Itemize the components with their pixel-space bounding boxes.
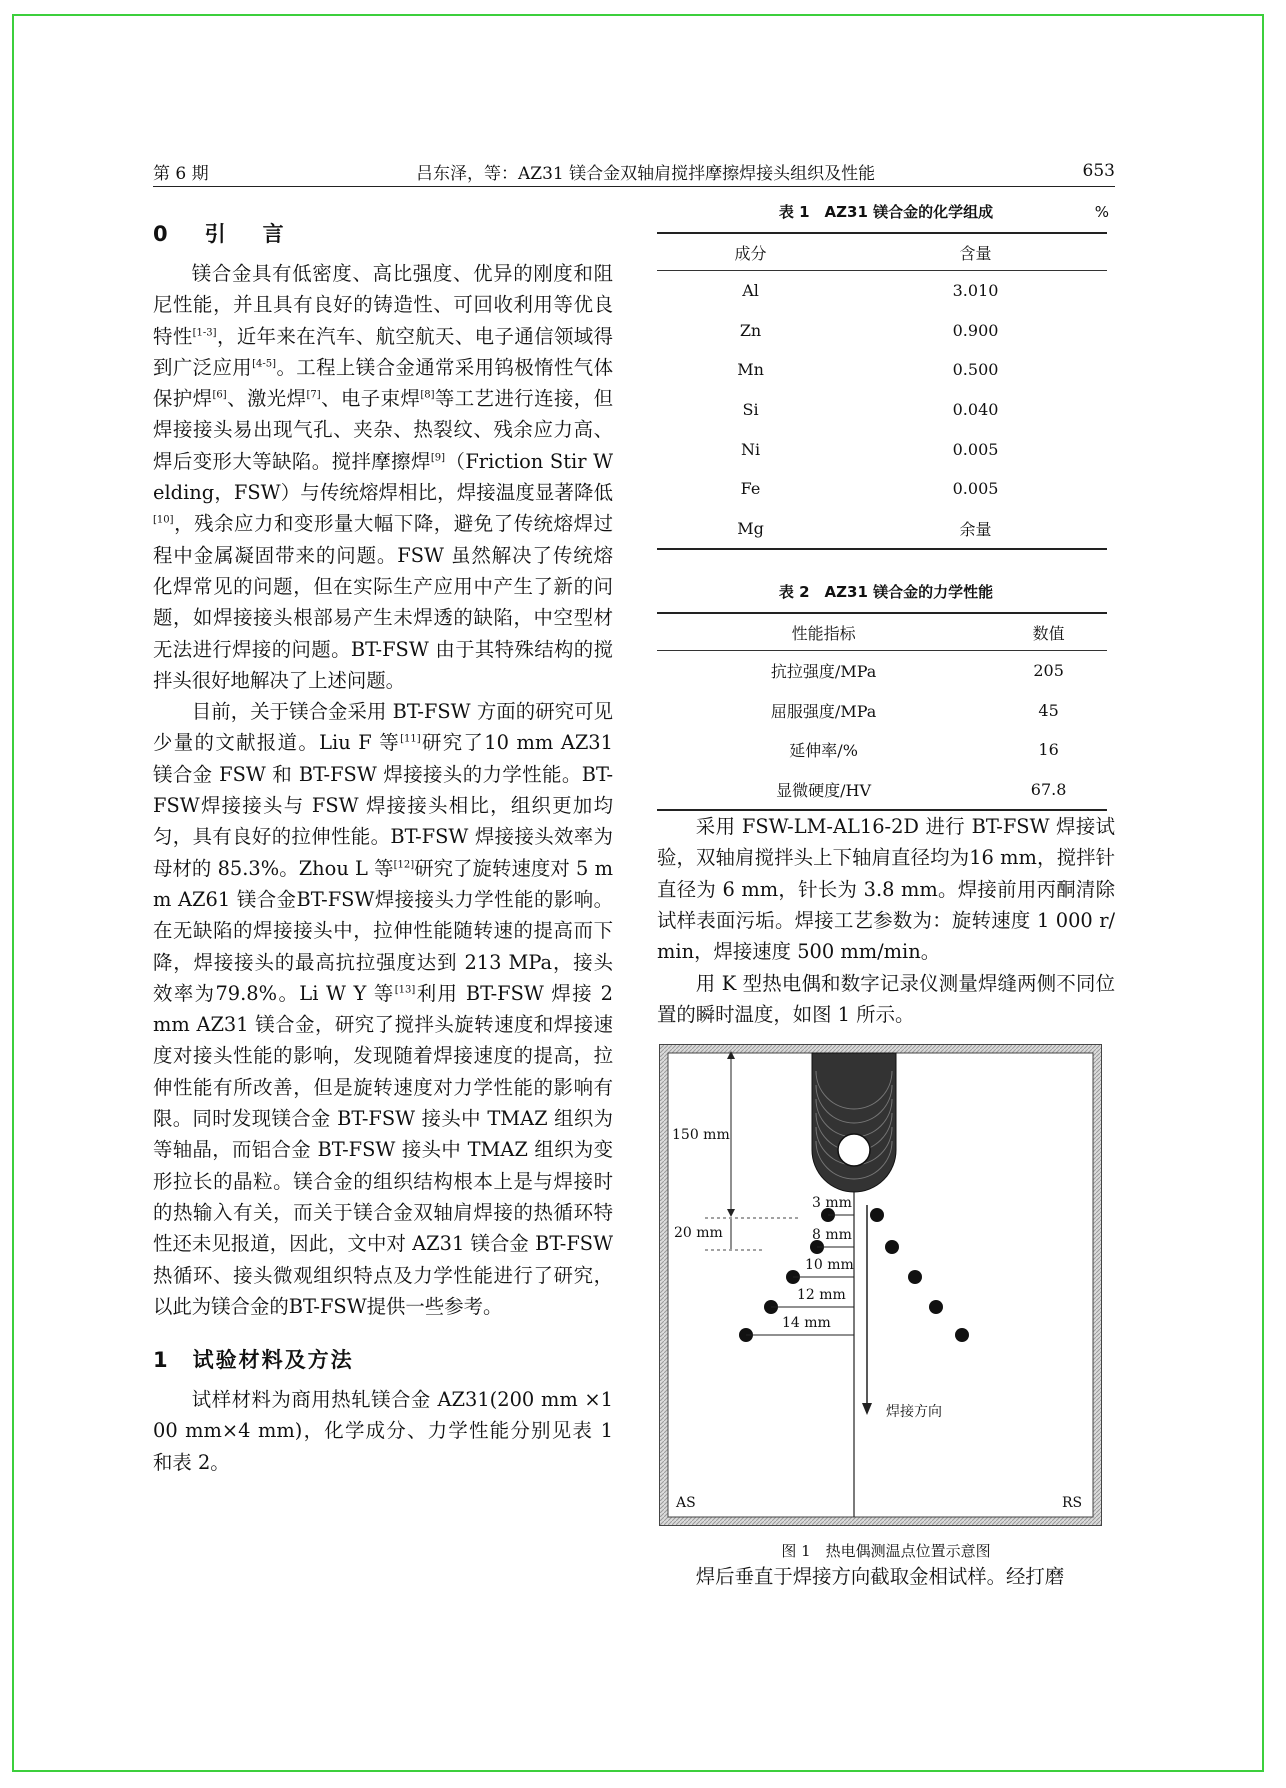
thermocouple-point xyxy=(908,1270,922,1284)
label-as: AS xyxy=(676,1495,696,1512)
section-1-heading: 1 试验材料及方法 xyxy=(153,1348,354,1373)
figure-1-caption: 图 1 热电偶测温点位置示意图 xyxy=(781,1542,991,1561)
table-1-unit: % xyxy=(1094,203,1109,221)
table-row: Ni 0.005 xyxy=(740,439,999,459)
table-header: 成分 xyxy=(657,233,844,271)
table-row: Mg 余量 xyxy=(737,518,992,539)
thermocouple-point xyxy=(885,1240,899,1254)
page-number: 653 xyxy=(1082,161,1115,181)
label-distance: 8 mm xyxy=(812,1227,852,1244)
running-header xyxy=(153,156,1115,187)
label-distance: 3 mm xyxy=(812,1195,852,1212)
intro-paragraph-1: 镁合金具有低密度、高比强度、优异的刚度和阻尼性能，并且具有良好的铸造性、可回收利用等优良特性[1-3]，近年来在汽车、航空航天、电子通信领域得到广泛应用[4-5]。工程上镁合金通常采用钨极惰性气体保护焊[6]、激光焊[7]、电子束焊[8]等工艺进行连接，但焊接接头易出现气孔、夹杂、热裂纹、残余应力高、焊后变形大等缺陷。搅拌摩擦焊[9]（Friction Stir Welding，FSW）与传统熔焊相比，焊接温度显著降低[10]，残余应力和变形量大幅下降，避免了传统熔焊过程中金属凝固带来的问题。FSW 虽然解决了传统熔化焊常见的问题，但在实际生产应用中产生了新的问题，如焊接接头根部易产生未焊透的缺陷，中空型材无法进行焊接的问题。BT-FSW 由于其特殊结构的搅拌头很好地解决了上述问题。 xyxy=(153,262,614,692)
thermocouple-diagram xyxy=(660,1045,1101,1525)
table-1 xyxy=(657,232,1107,550)
table-row: Si 0.040 xyxy=(742,400,999,420)
thermocouple-point xyxy=(929,1300,943,1314)
label-rs: RS xyxy=(1062,1495,1083,1512)
label-150mm: 150 mm xyxy=(672,1127,730,1144)
label-distance: 10 mm xyxy=(805,1257,854,1274)
left-column xyxy=(153,218,613,1478)
table-row: Al 3.010 xyxy=(742,281,999,301)
label-distance: 12 mm xyxy=(797,1287,846,1304)
label-distance: 14 mm xyxy=(782,1315,831,1332)
table-row: Fe 0.005 xyxy=(740,479,999,499)
table-header-row xyxy=(657,233,1107,271)
table-row: 屈服强度/MPa 45 xyxy=(770,700,1059,721)
right-paragraph-1: 采用 FSW-LM-AL16-2D 进行 BT-FSW 焊接试验，双轴肩搅拌头上下轴肩直径均为16 mm，搅拌针直径为 6 mm，针长为 3.8 mm。焊接前用丙酮清除试样表面污垢。焊接工艺参数为：旋转速度 1 000 r/min，焊接速度 500 mm/min。 xyxy=(657,815,1115,964)
table-row: 抗拉强度/MPa 205 xyxy=(770,661,1064,682)
table-header: 数值 xyxy=(990,613,1107,651)
right-paragraph-2: 用 K 型热电偶和数字记录仪测量焊缝两侧不同位置的瞬时温度，如图 1 所示。 xyxy=(657,971,1115,1026)
label-20mm: 20 mm xyxy=(674,1225,723,1242)
table-2-caption: 表 2 AZ31 镁合金的力学性能 xyxy=(778,583,994,602)
stir-tool xyxy=(812,1053,896,1192)
right-column xyxy=(657,200,1115,1593)
thermocouple-point xyxy=(870,1208,884,1222)
intro-paragraph-2: 目前，关于镁合金采用 BT-FSW 方面的研究可见少量的文献报道。Liu F 等[11]研究了10 mm AZ31 镁合金 FSW 和 BT-FSW 焊接接头的力学性能。BT-FSW焊接接头与 FSW 焊接接头相比，组织更加均匀，具有良好的拉伸性能。BT-FSW 焊接接头效率为母材的 85.3%。Zhou L 等[12]研究了旋转速度对 5 mm AZ61 镁合金BT-FSW焊接接头力学性能的影响。在无缺陷的焊接接头中，拉伸性能随转速的提高而下降，焊接接头的最高抗拉强度达到 213 MPa，接头效率为79.8%。Li W Y 等[13]利用 BT-FSW 焊接 2 mm AZ31 镁合金，研究了搅拌头旋转速度和焊接速度对接头性能的影响，发现随着焊接速度的提高，拉伸性能有所改善，但是旋转速度对力学性能的影响有限。同时发现镁合金 BT-FSW 接头中 TMAZ 组织为等轴晶，而铝合金 BT-FSW 接头中 TMAZ 组织为变形拉长的晶粒。镁合金的组织结构根本上是与焊接时的热输入有关，而关于镁合金双轴肩焊接的热循环特性还未见报道，因此，文中对 AZ31 镁合金 BT-FSW 热循环、接头微观组织特点及力学性能进行了研究，以此为镁合金的BT-FSW提供一些参考。 xyxy=(153,700,613,1318)
figure-1 xyxy=(659,1044,1102,1526)
table-header: 性能指标 xyxy=(657,613,990,651)
table-header-row xyxy=(657,613,1107,651)
table-row: 延伸率/% 16 xyxy=(789,740,1059,761)
intro-heading: 0 引 言 xyxy=(153,222,292,246)
table-row: 显微硬度/HV 67.8 xyxy=(776,779,1067,800)
table-row: Mn 0.500 xyxy=(737,360,999,380)
label-welding-direction: 焊接方向 xyxy=(886,1404,942,1421)
thermocouple-point xyxy=(955,1328,969,1342)
issue-label: 第 6 期 xyxy=(153,163,209,184)
table-2 xyxy=(657,612,1107,811)
table-row: Zn 0.900 xyxy=(739,320,999,340)
right-paragraph-3: 焊后垂直于焊接方向截取金相试样。经打磨 xyxy=(695,1565,1065,1589)
table-header: 含量 xyxy=(844,233,1107,271)
table-1-caption: 表 1 AZ31 镁合金的化学组成 % xyxy=(657,200,1115,224)
section-1-paragraph: 试样材料为商用热轧镁合金 AZ31(200 mm ×100 mm×4 mm)，化学成分、力学性能分别见表 1 和表 2。 xyxy=(153,1388,613,1474)
running-title: 吕东泽，等：AZ31 镁合金双轴肩搅拌摩擦焊接头组织及性能 xyxy=(416,163,876,184)
